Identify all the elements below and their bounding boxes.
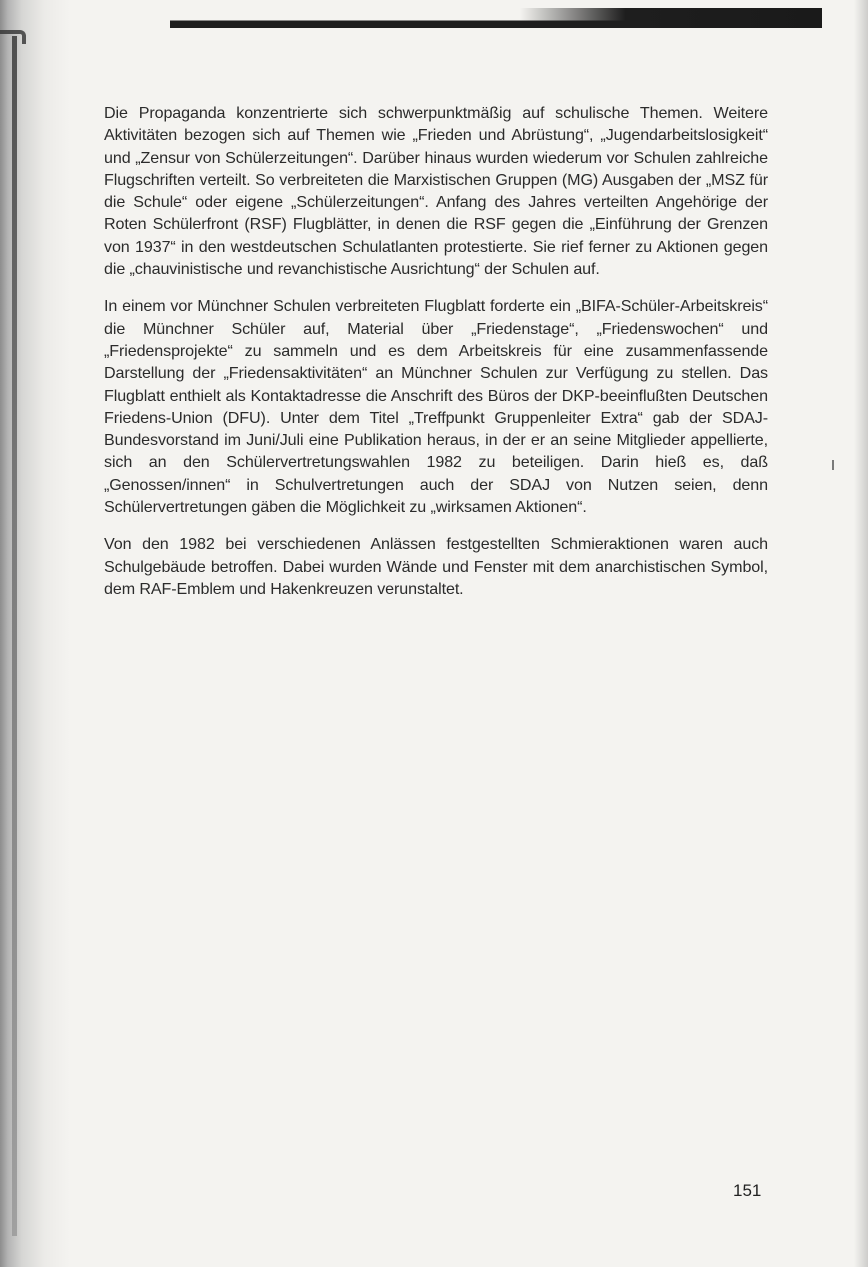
paragraph-3: Von den 1982 bei verschiedenen Anlässen festgestellten Schmieraktionen waren auch Schulgebäude betroffen. Dabei wurden Wände und Fenster mit dem anarchistischen Symbol, dem RAF-Emblem und Hakenkreuzen verunstaltet.	[104, 535, 768, 598]
binding-shadow	[0, 0, 70, 1267]
body-text	[104, 102, 768, 615]
paragraph-1: Die Propaganda konzentrierte sich schwerpunktmäßig auf schulische Themen. Weitere Aktivitäten bezogen sich auf Themen wie „Frieden und Abrüstung“, „Jugendarbeitslosigkeit“ und „Zensur von Schülerzeitungen“. Darüber hinaus wurden wiederum vor Schulen zahlreiche Flugschriften verteilt. So verbreiteten die Marxistischen Gruppen (MG) Ausgaben der „MSZ für die Schule“ oder eigene „Schülerzeitungen“. Anfang des Jahres verteilten Angehörige der Roten Schülerfront (RSF) Flugblätter, in denen die RSF gegen die „Einführung der Grenzen von 1937“ in den westdeutschen Schulatlanten protestierte. Sie rief ferner zu Aktionen gegen die „chauvinistische und revanchistische Ausrichtung“ der Schulen auf.	[104, 104, 768, 279]
margin-mark	[832, 460, 834, 470]
right-edge-shadow	[854, 0, 868, 1267]
binding-hook	[0, 30, 26, 44]
top-scan-edge-thick	[520, 8, 822, 28]
binding-edge	[12, 36, 17, 1236]
paragraph-2: In einem vor Münchner Schulen verbreiteten Flugblatt forderte ein „BIFA-Schüler-Arbeitskreis“ die Münchner Schüler auf, Material über „Friedenstage“, „Friedenswochen“ und „Friedensprojekte“ zu sammeln und es dem Arbeitskreis für eine zusammenfassende Darstellung der „Friedensaktivitäten“ an Münchner Schulen zur Verfügung zu stellen. Das Flugblatt enthielt als Kontaktadresse die Anschrift des Büros der DKP-beeinflußten Deutschen Friedens-Union (DFU). Unter dem Titel „Treffpunkt Gruppenleiter Extra“ gab der SDAJ-Bundesvorstand im Juni/Juli eine Publikation heraus, in der er an seine Mitglieder appellierte, sich an den Schülervertretungswahlen 1982 zu beteiligen. Darin hieß es, daß „Genossen/innen“ in Schulvertretungen auch der SDAJ von Nutzen seien, denn Schülervertretungen gäben die Möglichkeit zu „wirksamen Aktionen“.	[104, 297, 768, 517]
page-number: 151	[733, 1181, 762, 1200]
